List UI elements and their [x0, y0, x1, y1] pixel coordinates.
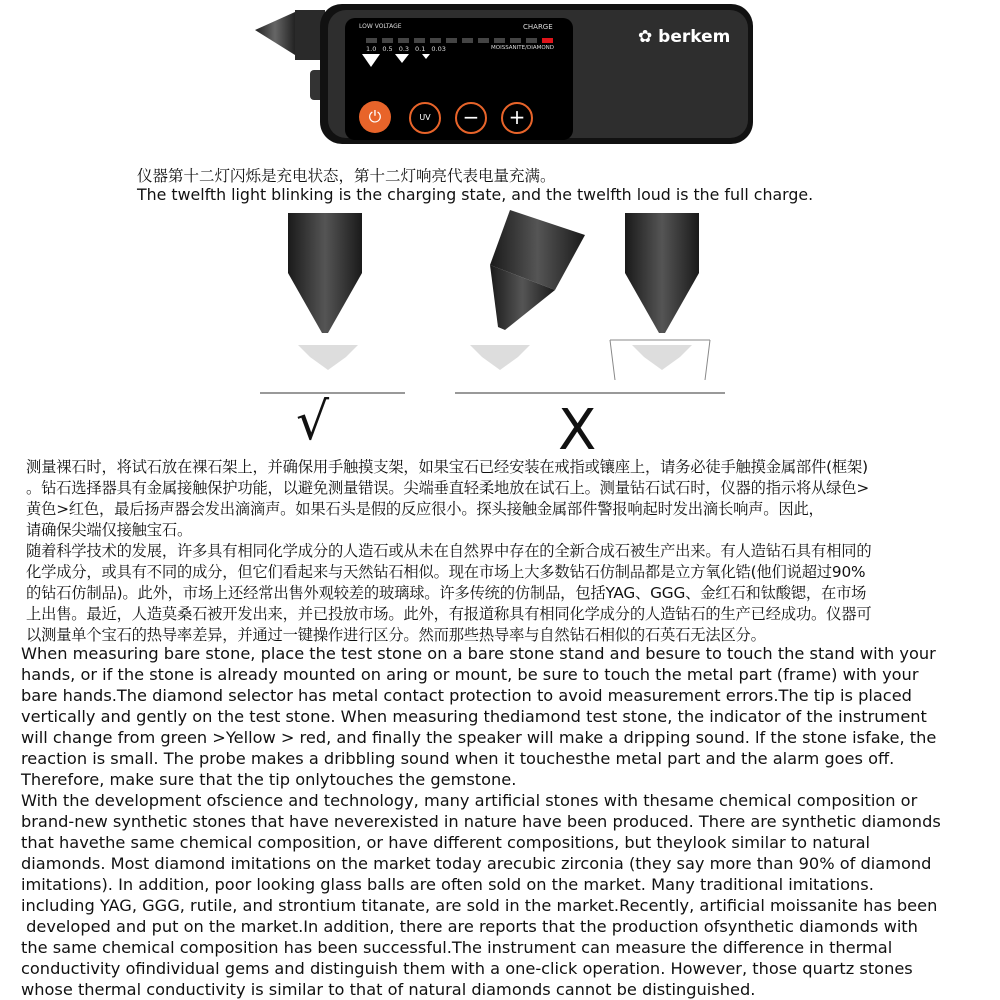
power-button[interactable]: ⏻	[359, 101, 391, 133]
charge-label: CHARGE	[523, 23, 553, 31]
scale-label: 0.1	[415, 45, 426, 53]
text-line: 以测量单个宝石的热导率差异，并通过一键操作进行区分。然而那些热导率与自然钻石相似的石英石无法区分。	[26, 626, 766, 644]
plus-button[interactable]: +	[501, 102, 533, 134]
cross-mark-icon: X	[558, 398, 597, 463]
text-line: the same chemical composition has been successful.The instrument can measure the difference in thermal	[21, 938, 893, 957]
probe-usage-illustration	[250, 205, 730, 405]
text-line: With the development ofscience and technology, many artificial stones with thesame chemical composition or	[21, 791, 918, 810]
charge-led	[542, 38, 553, 43]
text-line: that havethe same chemical composition, or have different compositions, but theylook similar to natural	[21, 833, 871, 852]
text-line: hands, or if the stone is already mounted on aring or mount, be sure to touch the metal part (frame) with your	[21, 665, 919, 684]
text-line: conductivity ofindividual gems and distinguish them with a one-click operation. However, those quartz stones	[21, 959, 913, 978]
scale-label: 0.5	[382, 45, 393, 53]
probe-mounted	[610, 213, 710, 380]
scale-label: 0.03	[431, 45, 446, 53]
low-voltage-label: LOW VOLTAGE	[359, 23, 402, 30]
text-line: 的钻石仿制品)。此外，市场上还经常出售外观较差的玻璃球。许多传统的仿制品，包括YAG、GGG、金红石和钛酸锶，在市场	[26, 584, 867, 602]
text-line: diamonds. Most diamond imitations on the market today arecubic zirconia (they say more than 90% of diamond	[21, 854, 932, 873]
text-line: developed and put on the market.In addition, there are reports that the production ofsynthetic diamonds with	[21, 917, 918, 936]
led-indicator-row	[366, 38, 553, 43]
text-line: imitations). In addition, poor looking glass balls are often sold on the market. Many traditional imitations.	[21, 875, 874, 894]
caption-en: The twelfth light blinking is the charging state, and the twelfth loud is the full charge.	[137, 185, 814, 204]
text-line: When measuring bare stone, place the test stone on a bare stone stand and besure to touch the stand with your	[21, 644, 936, 663]
text-line: will change from green >Yellow > red, and finally the speaker will make a dripping sound. lf the stone isfake, the	[21, 728, 937, 747]
diamond-size-icons	[360, 52, 440, 70]
text-line: Therefore, make sure that the tip onlytouches the gemstone.	[21, 770, 517, 789]
minus-button[interactable]: −	[455, 102, 487, 134]
probe-correct	[260, 213, 405, 393]
text-line: whose thermal conductivity is similar to that of natural diamonds cannot be distinguished.	[21, 980, 756, 999]
probe-tilted	[470, 210, 585, 370]
text-line: bare hands.The diamond selector has metal contact protection to avoid measurement errors.The tip is placed	[21, 686, 912, 705]
text-line: including YAG, GGG, rutile, and strontium titanate, are sold in the market.Recently, artificial moissanite has been	[21, 896, 938, 915]
text-line: 测量裸石时，将试石放在裸石架上，并确保用手触摸支架，如果宝石已经安装在戒指或镶座上，请务必徒手触摸金属部件(框架)	[26, 458, 868, 476]
text-line: 上出售。最近，人造莫桑石被开发出来，并已投放市场。此外，有报道称具有相同化学成分的人造钻石的生产已经成功。仪器可	[26, 605, 872, 623]
text-line: 请确保尖端仅接触宝石。	[26, 521, 193, 539]
text-line: brand-new synthetic stones that have neverexisted in nature have been produced. There are synthetic diamonds	[21, 812, 941, 831]
uv-button[interactable]: UV	[409, 102, 441, 134]
scale-label: 1.0	[366, 45, 377, 53]
text-line: 化学成分，或具有不同的成分，但它们看起来与天然钻石相似。现在市场上大多数钻石仿制品都是立方氧化锆(他们说超过90%	[26, 563, 866, 581]
chinese-instructions	[26, 457, 871, 646]
text-line: vertically and gently on the test stone. When measuring thediamond test stone, the indicator of the instrument	[21, 707, 927, 726]
brand-logo: ✿ berkem	[638, 27, 731, 47]
english-instructions	[21, 643, 941, 1000]
text-line: 随着科学技术的发展，许多具有相同化学成分的人造石或从未在自然界中存在的全新合成石被生产出来。有人造钻石具有相同的	[26, 542, 872, 560]
scale-label: 0.3	[398, 45, 410, 53]
text-line: 。钻石选择器具有金属接触保护功能，以避免测量错误。尖端垂直轻柔地放在试石上。测量钻石试石时，仪器的指示将从绿色>	[26, 479, 869, 497]
text-line: 黄色>红色，最后扬声器会发出滴滴声。如果石头是假的反应很小。探头接触金属部件警报响起时发出滴长响声。因此，	[26, 500, 824, 518]
text-line: reaction is small. The probe makes a dribbling sound when it touchesthe metal part and the alarm goes off.	[21, 749, 895, 768]
caption-zh: 仪器第十二灯闪烁是充电状态，第十二灯响亮代表电量充满。	[137, 167, 556, 185]
check-mark-icon: √	[296, 392, 330, 452]
moissanite-label: MOISSANITE/DIAMOND	[491, 45, 555, 51]
